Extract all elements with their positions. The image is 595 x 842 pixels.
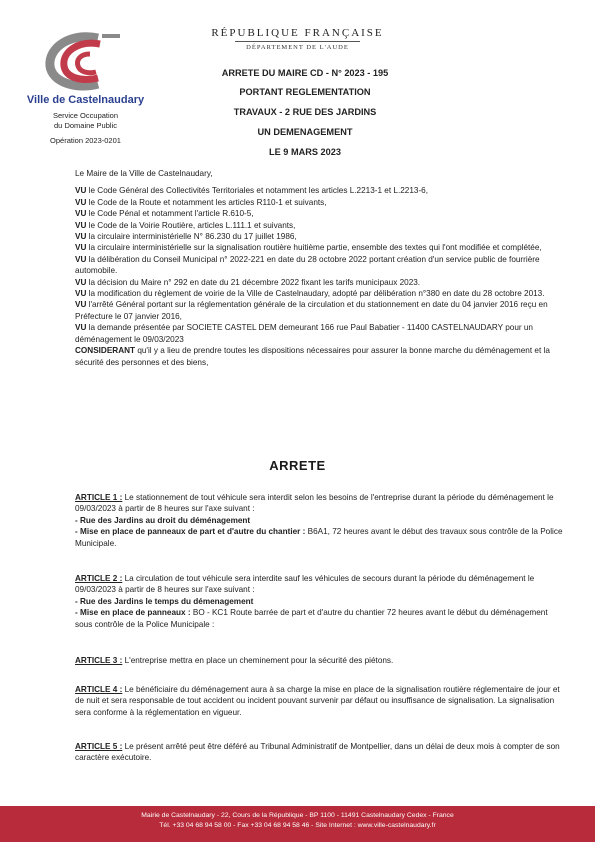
city-name: Ville de Castelnaudary <box>26 94 145 106</box>
divider <box>235 41 360 42</box>
decree-title-line1: ARRETE DU MAIRE CD - N° 2023 - 195 <box>221 68 389 78</box>
vu-item: VU la délibération du Conseil Municipal n° 2022-221 en date du 28 octobre 2022 portant création d'un service public de fourrière automobile. <box>75 254 540 276</box>
vu-item: VU le Code de la Route et notamment les articles R110-1 et suivants, <box>75 197 327 207</box>
vu-item: VU la décision du Maire n° 292 en date du 21 décembre 2022 fixant les tarifs municipaux 2023. <box>75 277 421 287</box>
operation-number: Opération 2023-0201 <box>50 136 121 145</box>
mayor-line: Le Maire de la Ville de Castelnaudary, <box>75 169 213 178</box>
article-5: ARTICLE 5 : Le présent arrêté peut être déféré au Tribunal Administratif de Montpellier, dans un délai de deux mois à compter de son caractère exécutoire. <box>75 742 560 763</box>
vu-item: VU le Code Général des Collectivités Territoriales et notamment les articles L.2213-1 et L.2213-6, <box>75 186 428 196</box>
footer-address: Mairie de Castelnaudary - 22, Cours de la République - BP 1100 - 11491 Castelnaudary Cedex - France <box>141 812 454 819</box>
considerant-item: CONSIDERANT qu'il y a lieu de prendre toutes les dispositions nécessaires pour assurer la bonne marche du déménagement et la sécurité des personnes et des biens, <box>75 346 550 367</box>
service-name: Service Occupation du Domaine Public <box>52 111 119 130</box>
decree-title-line2: PORTANT REGLEMENTATION <box>239 87 371 97</box>
vu-item: VU la circulaire interministérielle sur la signalisation routière huitième partie, ensemble des textes qui l'ont modifiée et complétée, <box>75 243 542 253</box>
footer-contact: Tél. +33 04 68 94 58 00 - Fax +33 04 68 94 58 46 - Site Internet : www.ville-castelnaudary.fr <box>159 822 436 829</box>
arrete-heading: ARRETE <box>269 458 326 473</box>
vu-item: VU la circulaire interministérielle N° 86.230 du 17 juillet 1986, <box>75 232 297 242</box>
decree-title-line4: UN DEMENAGEMENT <box>257 127 353 137</box>
vu-item: VU la modification du règlement de voirie de la Ville de Castelnaudary, adopté par délibération n°380 en date du 28 octobre 2013. <box>75 289 545 299</box>
vu-item: VU l'arrêté Général portant sur la réglementation générale de la circulation et du stationnement en date du 04 janvier 2016 reçu en Préfecture le 07 janvier 2016, <box>75 300 548 321</box>
vu-item: VU la demande présentée par SOCIETE CASTEL DEM demeurant 166 rue Paul Babatier - 11400 CASTELNAUDARY pour un déménagement le 09/03/2023 <box>75 323 533 344</box>
footer <box>0 806 595 842</box>
vu-item: VU le Code de la Voirie Routière, articles L.111.1 et suivants, <box>75 220 296 230</box>
decree-title-line3: TRAVAUX - 2 RUE DES JARDINS <box>233 107 377 117</box>
decree-date: LE 9 MARS 2023 <box>269 147 341 157</box>
department-heading: DÉPARTEMENT DE L'AUDE <box>246 44 349 51</box>
republic-heading: RÉPUBLIQUE FRANÇAISE <box>211 27 384 39</box>
vu-item: VU le Code Pénal et notamment l'article R.610-5, <box>75 209 254 219</box>
article-3: ARTICLE 3 : L'entreprise mettra en place un cheminement pour la sécurité des piétons. <box>75 656 394 665</box>
article-4: ARTICLE 4 : Le bénéficiaire du déménagement aura à sa charge la mise en place de la signalisation routière réglementaire de jour et de nuit et sera responsable de tout accident ou incident pouvant survenir par défaut ou insuffisance de signalisation. La signalisation sera conforme à la réglementation en vigueur. <box>75 685 560 717</box>
city-logo <box>40 30 130 94</box>
article-2: ARTICLE 2 : La circulation de tout véhicule sera interdite sauf les véhicules de secours durant la période du déménagement le 09/03/2023 à partir de 8 heures sur l'axe suivant : - Rue des Jardins le temps du démenagement - Mise en place de panneaux : BO - KC1 Route barrée de part et d'autre du chantier 72 heures avant le début du déménagement sous contrôle de la Police Municipale : <box>75 574 548 629</box>
article-1: ARTICLE 1 : Le stationnement de tout véhicule sera interdit selon les besoins de l'entreprise durant la période du déménagement le 09/03/2023 à partir de 8 heures sur l'axe suivant : - Rue des Jardins au droit du déménagement - Mise en place de panneaux de part et d'autre du chantier : B6A1, 72 heures avant le début des travaux sous contrôle de la Police Municipale. <box>75 493 563 548</box>
preamble <box>75 168 565 368</box>
